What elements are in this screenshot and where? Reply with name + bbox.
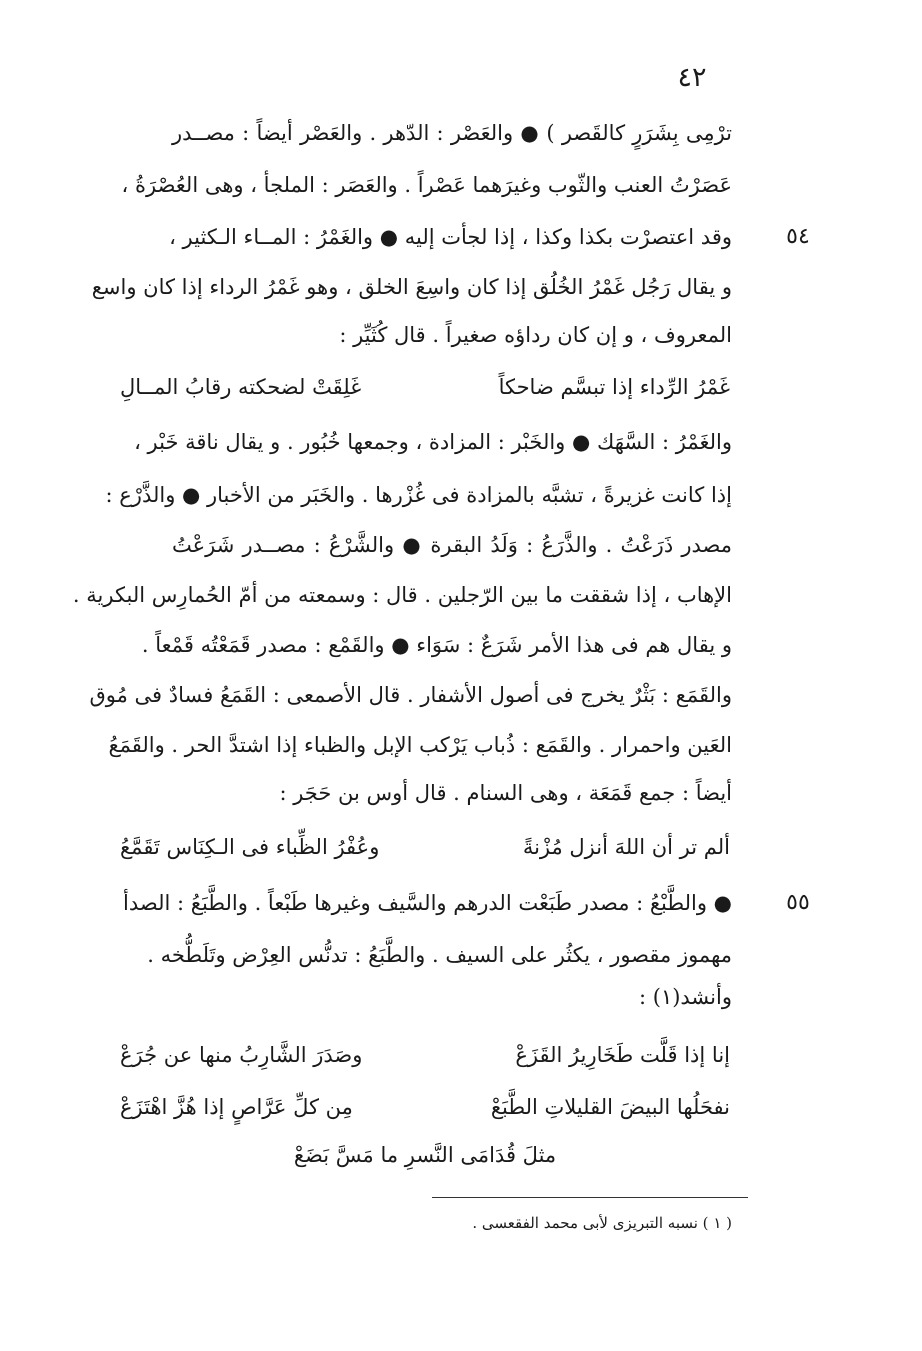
verse-first-hemistich: نفحَلُها البيضَ القليلاتِ الطَّبَعْ <box>490 1095 730 1119</box>
section-number: ٥٤ <box>786 224 810 249</box>
text-line: والقَمَع : بَثْرٌ يخرج فى أصول الأشفار . قال الأصمعى : القَمَعُ فسادٌ فى مُوق <box>89 683 732 707</box>
text-line: المعروف ، و إن كان رداؤه صغيراً . قال كُثَيِّر : <box>339 323 732 347</box>
verse-second-hemistich: وعُفْرُ الظِّباء فى الـكِنَاس تَقَمَّعُ <box>120 835 380 859</box>
text-line: إذا كانت غزيرةً ، تشبَّه بالمزادة فى غُزْرها . والخَبَر من الأخبار ● والذَّرْع : <box>105 483 732 507</box>
verse-first-hemistich: غَمْرُ الرِّداء إذا تبسَّم ضاحكاً <box>498 375 730 399</box>
section-number: ٥٥ <box>786 890 810 915</box>
text-line: و يقال هم فى هذا الأمر شَرَعٌ : سَوَاء ● والقَمْع : مصدر قَمَعْتُه قَمْعاً . <box>141 633 732 657</box>
text-line: والغَمْرُ : السَّهَك ● والخَبْر : المزادة ، وجمعها خُبُور . و يقال ناقة خَبْر ، <box>134 430 732 454</box>
verse-line <box>120 832 730 862</box>
verse-first-hemistich: ألم تر أن اللهَ أنزل مُزْنةً <box>522 835 730 859</box>
text-line: عَصَرْتُ العنب والثّوب وغيرَهما عَصْراً . والعَصَر : الملجأ ، وهى العُصْرَةُ ، <box>121 173 732 197</box>
text-line: وأنشد(١) : <box>638 985 732 1009</box>
verse-line <box>120 1040 730 1070</box>
verse-line <box>120 1092 730 1122</box>
verse-line <box>120 372 730 402</box>
footnote: ( ١ ) نسبه التبريزى لأبى محمد الفقعسى . <box>472 1214 732 1232</box>
text-line: الإهاب ، إذا شققت ما بين الرّجلين . قال : وسمعته من أمّ الحُمارِس البكرية . <box>72 583 732 607</box>
verse-line: مثلَ قُدَامَى النَّسرِ ما مَسَّ بَضَعْ <box>293 1143 557 1167</box>
text-line: العَين واحمرار . والقَمَع : ذُباب يَرْكب الإبل والظباء إذا اشتدَّ الحر . والقَمَعُ <box>108 733 732 757</box>
text-line: مصدر ذَرَعْتُ . والذَّرَعُ : وَلَدُ البقرة ● والشَّرْعُ : مصــدر شَرَعْتُ <box>172 533 732 557</box>
verse-second-hemistich: وصَدَرَ الشَّارِبُ منها عن جُرَعْ <box>120 1043 363 1067</box>
page-number: ٤٢ <box>677 62 707 93</box>
text-line: مهموز مقصور ، يكثُر على السيف . والطَّبَعُ : تدنُّس العِرْض وتَلَطُّخه . <box>147 943 732 967</box>
footnote-divider <box>432 1197 748 1198</box>
verse-first-hemistich: إنا إذا قَلَّت طَخَارِيرُ القَزَعْ <box>515 1043 730 1067</box>
verse-second-hemistich: غَلِقَتْ لضحكته رقابُ المــالِ <box>120 375 362 399</box>
text-line: أيضاً : جمع قَمَعَة ، وهى السنام . قال أوس بن حَجَر : <box>279 781 732 805</box>
verse-second-hemistich: مِن كلِّ عَرَّاصٍ إذا هُزَّ اهْتَزَعْ <box>120 1095 353 1119</box>
text-line: ● والطَّبْعُ : مصدر طَبَعْت الدرهم والسَّيف وغيرها طَبْعاً . والطَّبَعُ : الصدأ <box>123 891 732 915</box>
text-line: وقد اعتصرْت بكذا وكذا ، إذا لجأت إليه ● والغَمْرُ : المــاء الـكثير ، <box>169 225 732 249</box>
text-line: ترْمِى بِشَرَرٍ كالقَصر ) ● والعَصْر : الدّهر . والعَصْر أيضاً : مصــدر <box>172 121 732 145</box>
text-line: و يقال رَجُل غَمْرُ الخُلُق إذا كان واسِعَ الخلق ، وهو غَمْرُ الرداء إذا كان واسع <box>91 275 732 299</box>
